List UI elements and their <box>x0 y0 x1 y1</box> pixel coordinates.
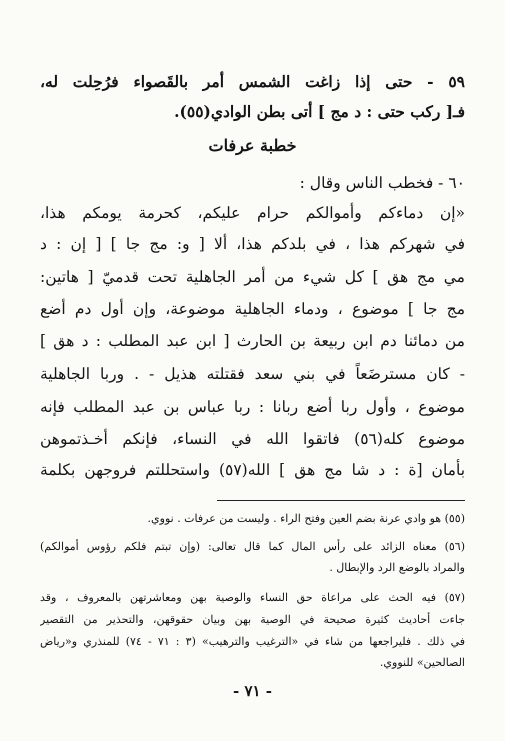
body-line-11: موضوع كله(٥٦) فاتقوا الله في النساء، فإنكم أخـذتموهن <box>40 430 465 448</box>
body-line-5: في شهركم هذا ، في بلدكم هذا، ألا [ و: مج جا ] [ إن : د <box>40 235 465 253</box>
footnote-separator <box>217 500 465 501</box>
footnote-56-line-1: (٥٦) معناه الزائد على رأس المال كما قال تعالى: (وإن تبتم فلكم رؤوس أموالكم) <box>40 540 465 553</box>
footnote-57-line-2: جاءت أحاديث كثيرة صحيحة في الوصية بهن وبيان حقوقهن، والتحذير من التقصير <box>40 613 465 626</box>
body-line-4: «إن دماءكم وأموالكم حرام عليكم، كحرمة يومكم هذا، <box>40 204 465 222</box>
body-line-9: - كان مسترضَعاً في بني سعد فقتلته هذيل - . وربا الجاهلية <box>40 365 465 383</box>
body-line-12: بأمان [ة : د شا مج هق ] الله(٥٧) واستحللتم فروجهن بكلمة <box>40 461 465 479</box>
body-line-8: من دمائنا دم ابن ربيعة بن الحارث [ ابن عبد المطلب : د هق ] <box>40 332 465 350</box>
footnote-55: (٥٥) هو وادي عرنة بضم العين وفتح الراء . وليست من عرفات . نووي. <box>147 512 465 525</box>
body-line-1: ٥٩ - حتى إذا زاغت الشمس أمر بالقَصواء فرُحِلت له، <box>40 72 465 91</box>
body-line-7: مج جا ] موضوع ، ودماء الجاهلية موضوعة، وإن أول دم أضع <box>40 300 465 318</box>
footnote-57-line-4: الصالحين» للنووي. <box>379 656 465 669</box>
page-number: - ٧١ - <box>232 682 273 700</box>
body-line-2: فـ[ ركب حتى : د مج ] أتى بطن الوادي(٥٥). <box>174 102 465 121</box>
section-heading: خطبة عرفات <box>208 136 297 155</box>
body-line-3: ٦٠ - فخطب الناس وقال : <box>299 174 465 192</box>
footnote-57-line-3: في ذلك . فليراجعها من شاء في «الترغيب والترهيب» (٣ : ٧١ - ٧٤) للمنذري و«رياض <box>40 635 465 648</box>
body-line-10: موضوع ، وأول ربا أضع ربانا : ربا عباس بن عبد المطلب فإنه <box>40 398 465 416</box>
footnote-56-line-2: والمراد بالوضع الرد والإبطال . <box>329 561 465 574</box>
footnote-57-line-1: (٥٧) فيه الحث على مراعاة حق النساء والوصية بهن ومعاشرتهن بالمعروف ، وقد <box>40 591 465 604</box>
body-line-6: مي مج هق ] كل شيء من أمر الجاهلية تحت قدميّ [ هاتين: <box>40 268 465 286</box>
